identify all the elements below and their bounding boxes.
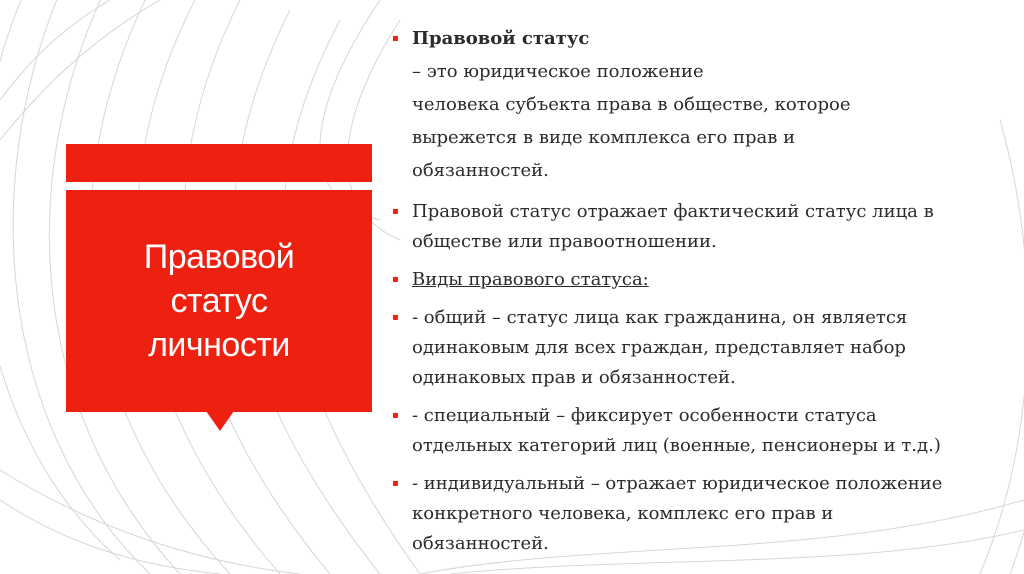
bullet-marker-icon: ▪ [392,410,399,421]
title-line: статус [170,282,268,320]
bullet-line: одинаковым для всех граждан, представляет набор [412,337,906,358]
bullet-line: обязанностей. [412,160,549,181]
bullet-item [392,197,1020,257]
title-pointer [206,411,234,431]
bullet-line: одинаковых прав и обязанностей. [412,367,736,388]
bullet-line: – это юридическое положение [412,61,704,82]
bullet-item [392,265,1020,295]
bullet-line: Виды правового статуса: [412,269,649,290]
bullet-marker-icon: ▪ [392,312,399,323]
bullet-item [392,469,1020,559]
bullet-marker-icon: ▪ [392,206,399,217]
bullet-line: отдельных категорий лиц (военные, пенсионеры и т.д.) [412,435,941,456]
bullet-line: - индивидуальный – отражает юридическое положение [412,473,943,494]
bullet-line: конкретного человека, комплекс его прав и [412,503,834,524]
bullet-marker-icon: ▪ [392,33,399,44]
bullet-line: человека субъекта права в обществе, которое [412,94,851,115]
bullet-item [392,303,1020,393]
title-box [66,190,372,412]
title-accent-strip [66,144,372,182]
bullet-line: вырежется в виде комплекса его прав и [412,127,796,148]
bullet-line: обществе или правоотношении. [412,231,717,252]
bullet-item [392,22,1020,187]
bullet-line: Правовой статус отражает фактический статус лица в [412,201,934,222]
bullet-line: обязанностей. [412,533,549,554]
bullet-marker-icon: ▪ [392,478,399,489]
title-line: Правовой [143,238,295,276]
bullet-list [392,22,1020,567]
bullet-line: - специальный – фиксирует особенности статуса [412,405,877,426]
title-line: личности [148,326,290,364]
bullet-line: - общий – статус лица как гражданина, он является [412,307,908,328]
bullet-item [392,401,1020,461]
bullet-term: Правовой статус [412,28,590,49]
bullet-marker-icon: ▪ [392,274,399,285]
slide-title [144,235,294,367]
